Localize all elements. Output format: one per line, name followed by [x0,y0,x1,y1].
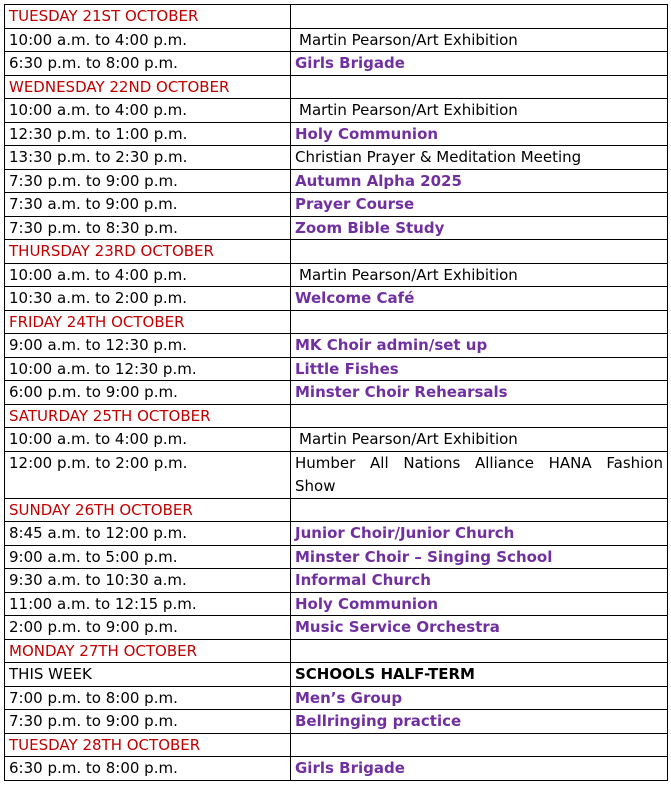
entry-event: Minster Choir – Singing School [291,545,668,569]
entry-event: Christian Prayer & Meditation Meeting [291,146,668,170]
schedule-entry-row [5,686,668,710]
entry-time: 12:30 p.m. to 1:00 p.m. [5,122,291,146]
entry-time: 10:00 a.m. to 4:00 p.m. [5,428,291,452]
entry-time: 10:00 a.m. to 4:00 p.m. [5,28,291,52]
entry-time: 9:00 a.m. to 12:30 p.m. [5,334,291,358]
entry-event [291,451,668,498]
entry-time: 7:30 p.m. to 9:00 p.m. [5,710,291,734]
schedule-entry-row [5,428,668,452]
entry-event: MK Choir admin/set up [291,334,668,358]
entry-time: 6:30 p.m. to 8:00 p.m. [5,52,291,76]
day-heading: TUESDAY 28TH OCTOBER [5,733,291,757]
entry-time: 8:45 a.m. to 12:00 p.m. [5,522,291,546]
day-heading: THURSDAY 23RD OCTOBER [5,240,291,264]
entry-time: 7:00 p.m. to 8:00 p.m. [5,686,291,710]
schedule-entry-row [5,663,668,687]
entry-time: 10:00 a.m. to 4:00 p.m. [5,99,291,123]
entry-time: 13:30 p.m. to 2:30 p.m. [5,146,291,170]
schedule-entry-row [5,616,668,640]
entry-time: 6:00 p.m. to 9:00 p.m. [5,381,291,405]
schedule-entry-row [5,169,668,193]
day-heading: TUESDAY 21ST OCTOBER [5,5,291,29]
day-header-empty-cell [291,639,668,663]
entry-event: Girls Brigade [291,52,668,76]
entry-time: 11:00 a.m. to 12:15 p.m. [5,592,291,616]
entry-event: Men’s Group [291,686,668,710]
day-header-row [5,733,668,757]
entry-time: 6:30 p.m. to 8:00 p.m. [5,757,291,781]
entry-event: Martin Pearson/Art Exhibition [291,263,668,287]
entry-time: 10:00 a.m. to 12:30 p.m. [5,357,291,381]
entry-event: Bellringing practice [291,710,668,734]
entry-event: Martin Pearson/Art Exhibition [291,428,668,452]
entry-event: Minster Choir Rehearsals [291,381,668,405]
entry-time: 9:00 a.m. to 5:00 p.m. [5,545,291,569]
schedule-entry-row [5,193,668,217]
entry-event: SCHOOLS HALF-TERM [291,663,668,687]
day-header-empty-cell [291,75,668,99]
entry-event: Holy Communion [291,122,668,146]
day-header-row [5,498,668,522]
day-header-row [5,310,668,334]
day-header-empty-cell [291,404,668,428]
day-header-empty-cell [291,240,668,264]
schedule-entry-row [5,334,668,358]
entry-event: Martin Pearson/Art Exhibition [291,28,668,52]
schedule-entry-row [5,592,668,616]
day-header-row [5,5,668,29]
entry-time: 12:00 p.m. to 2:00 p.m. [5,451,291,498]
entry-event: Martin Pearson/Art Exhibition [291,99,668,123]
schedule-entry-row [5,757,668,781]
entry-event: Prayer Course [291,193,668,217]
day-header-row [5,639,668,663]
entry-event: Little Fishes [291,357,668,381]
day-header-empty-cell [291,498,668,522]
entry-event: Holy Communion [291,592,668,616]
entry-event: Informal Church [291,569,668,593]
schedule-entry-row [5,52,668,76]
schedule-entry-row [5,28,668,52]
entry-time: 9:30 a.m. to 10:30 a.m. [5,569,291,593]
day-heading: MONDAY 27TH OCTOBER [5,639,291,663]
schedule-entry-row [5,357,668,381]
day-header-row [5,75,668,99]
schedule-entry-row [5,710,668,734]
day-header-row [5,404,668,428]
schedule-entry-row [5,122,668,146]
entry-time: 7:30 a.m. to 9:00 p.m. [5,193,291,217]
day-heading: SUNDAY 26TH OCTOBER [5,498,291,522]
day-header-empty-cell [291,310,668,334]
entry-event: Girls Brigade [291,757,668,781]
schedule-entry-row [5,522,668,546]
entry-event: Welcome Café [291,287,668,311]
schedule-entry-row [5,146,668,170]
schedule-table [4,4,668,781]
entry-event: Autumn Alpha 2025 [291,169,668,193]
entry-time: 10:30 a.m. to 2:00 p.m. [5,287,291,311]
schedule-entry-row [5,569,668,593]
day-heading: WEDNESDAY 22ND OCTOBER [5,75,291,99]
entry-event-line-2: Show [295,476,336,495]
entry-event: Zoom Bible Study [291,216,668,240]
schedule-entry-row [5,263,668,287]
entry-time: 7:30 p.m. to 9:00 p.m. [5,169,291,193]
schedule-entry-row [5,287,668,311]
entry-time: 7:30 p.m. to 8:30 p.m. [5,216,291,240]
schedule-body [5,5,668,781]
entry-event: Music Service Orchestra [291,616,668,640]
entry-event: Junior Choir/Junior Church [291,522,668,546]
entry-time: 2:00 p.m. to 9:00 p.m. [5,616,291,640]
day-heading: FRIDAY 24TH OCTOBER [5,310,291,334]
schedule-entry-row [5,216,668,240]
day-header-empty-cell [291,5,668,29]
day-header-row [5,240,668,264]
day-heading: SATURDAY 25TH OCTOBER [5,404,291,428]
entry-time: THIS WEEK [5,663,291,687]
schedule-entry-row [5,99,668,123]
schedule-entry-row [5,451,668,498]
entry-time: 10:00 a.m. to 4:00 p.m. [5,263,291,287]
day-header-empty-cell [291,733,668,757]
schedule-entry-row [5,381,668,405]
entry-event-line-1: Humber All Nations Alliance HANA Fashion [295,453,663,472]
schedule-entry-row [5,545,668,569]
